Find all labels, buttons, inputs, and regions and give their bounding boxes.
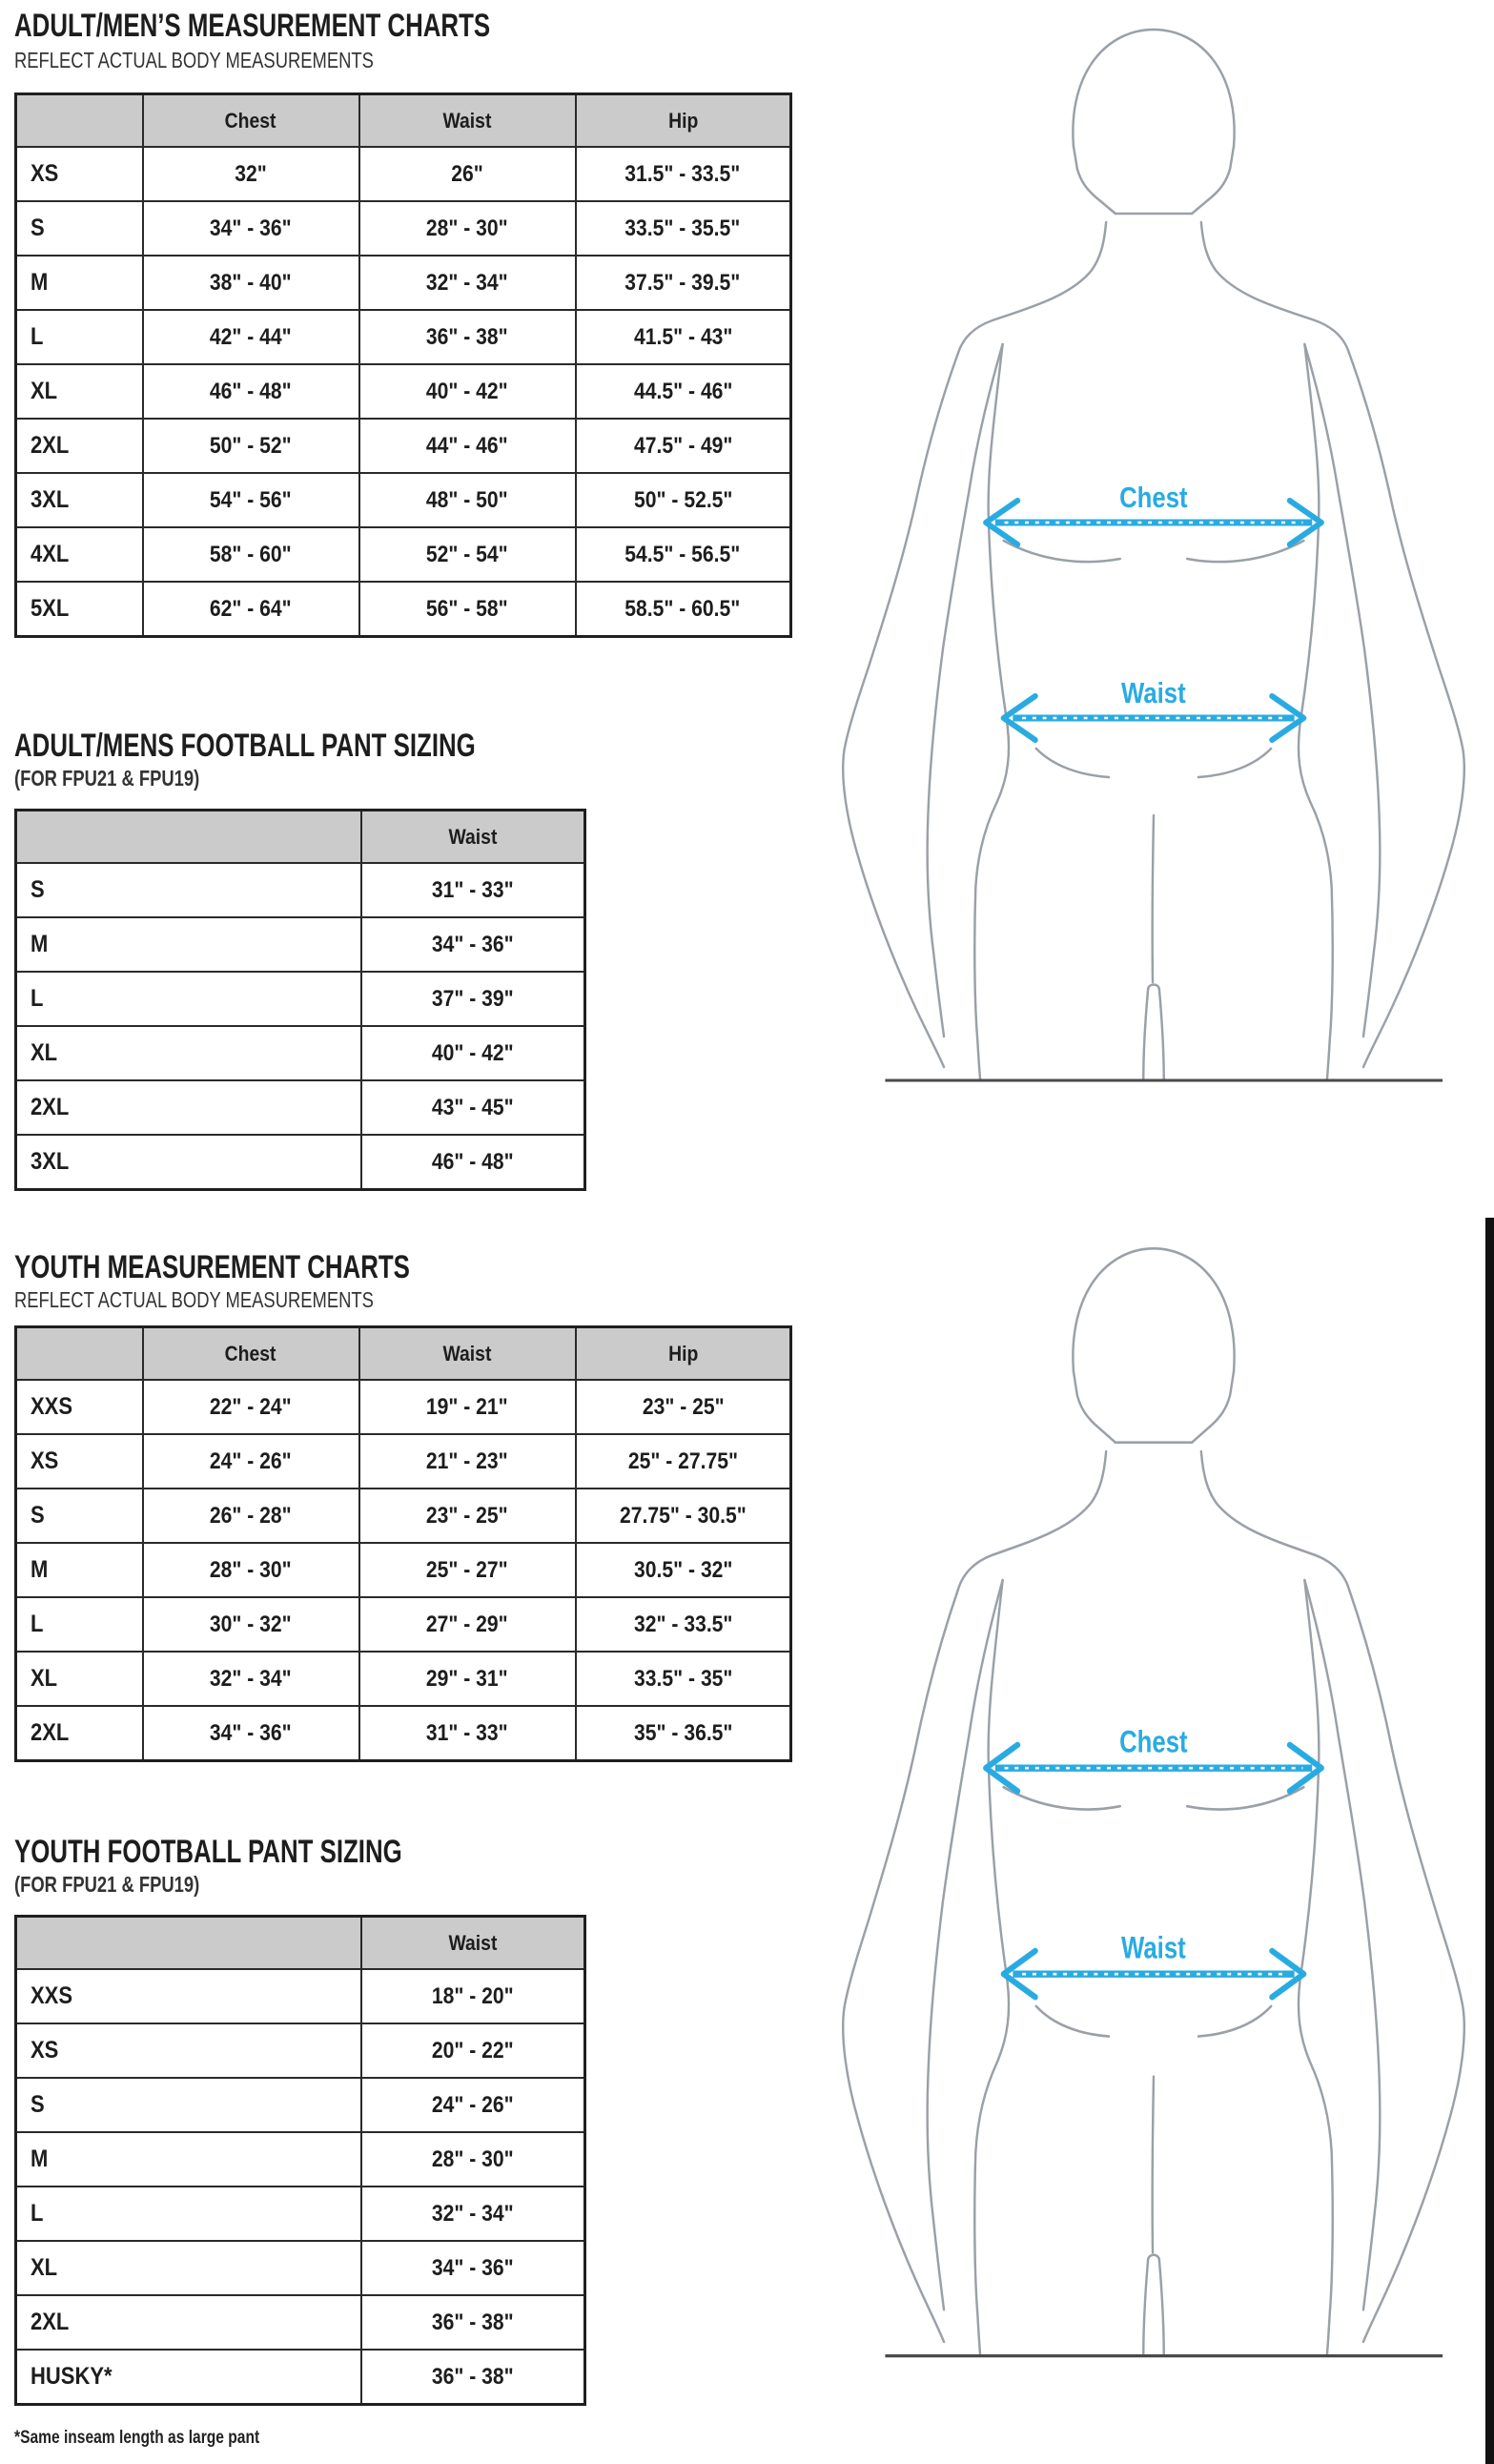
measurement-value-cell: 58.5" - 60.5"	[576, 582, 791, 637]
header-row	[16, 1327, 791, 1381]
size-label-cell: XL	[16, 1652, 143, 1706]
measurement-value-cell: 40" - 42"	[361, 1026, 585, 1080]
size-label-cell: L	[16, 1597, 143, 1652]
chest-measurement-label: Chest	[1119, 481, 1188, 515]
adult-body-diagram	[820, 24, 1487, 1087]
measurement-value-cell: 48" - 50"	[359, 473, 576, 527]
size-label-cell: HUSKY*	[16, 2350, 361, 2405]
youth-measurement-title: YOUTH MEASUREMENT CHARTS	[14, 1249, 410, 1285]
table-row	[16, 364, 791, 419]
size-label-cell: 4XL	[16, 527, 143, 582]
inseam-footnote: *Same inseam length as large pant	[14, 2428, 260, 2448]
youth-pant-subtitle: (FOR FPU21 & FPU19)	[14, 1872, 200, 1897]
youth-pant-table	[14, 1915, 586, 2406]
table-row	[16, 2078, 585, 2132]
measurement-value-cell: 38" - 40"	[143, 256, 359, 310]
table-row	[16, 1969, 585, 2023]
table-row	[16, 2023, 585, 2078]
size-label-cell: S	[16, 863, 361, 917]
size-label-cell: M	[16, 1543, 143, 1597]
table-row	[16, 1706, 791, 1761]
measurement-value-cell: 28" - 30"	[359, 201, 576, 256]
measurement-value-cell: 26" - 28"	[143, 1489, 359, 1543]
size-label-cell: M	[16, 256, 143, 310]
measurement-value-cell: 42" - 44"	[143, 310, 359, 364]
table-row	[16, 201, 791, 256]
table-row	[16, 527, 791, 582]
measurement-value-cell: 50" - 52.5"	[576, 473, 791, 527]
size-column-header	[16, 1327, 143, 1381]
table-row	[16, 1597, 791, 1652]
table-row	[16, 972, 585, 1026]
adult-measurement-subtitle: REFLECT ACTUAL BODY MEASUREMENTS	[14, 48, 374, 72]
table-row	[16, 2350, 585, 2405]
size-label-cell: M	[16, 2132, 361, 2187]
measurement-value-cell: 34" - 36"	[361, 917, 585, 972]
table-row	[16, 863, 585, 917]
size-label-cell: 2XL	[16, 1080, 361, 1135]
size-label-cell: XS	[16, 2023, 361, 2078]
measurement-value-cell: 33.5" - 35"	[576, 1652, 791, 1706]
table-row	[16, 1026, 585, 1080]
chest-measurement-label: Chest	[1119, 1724, 1188, 1760]
measurement-value-cell: 20" - 22"	[361, 2023, 585, 2078]
measurement-value-cell: 62" - 64"	[143, 582, 359, 637]
table-row	[16, 473, 791, 527]
measurement-value-cell: 22" - 24"	[143, 1380, 359, 1434]
table-row	[16, 1080, 585, 1135]
measurement-value-cell: 27.75" - 30.5"	[576, 1489, 791, 1543]
measurement-value-cell: 37" - 39"	[361, 972, 585, 1026]
measurement-value-cell: 32" - 34"	[143, 1652, 359, 1706]
size-label-cell: XS	[16, 147, 143, 201]
measurement-value-cell: 58" - 60"	[143, 527, 359, 582]
column-header-chest: Chest	[143, 1327, 359, 1381]
size-label-cell: 5XL	[16, 582, 143, 637]
waist-measurement-label: Waist	[1120, 1930, 1186, 1966]
size-column-header	[16, 1917, 361, 1970]
column-header-waist: Waist	[361, 1917, 585, 1970]
measurement-value-cell: 54" - 56"	[143, 473, 359, 527]
size-label-cell: XS	[16, 1434, 143, 1489]
measurement-value-cell: 32" - 34"	[361, 2187, 585, 2241]
measurement-value-cell: 33.5" - 35.5"	[576, 201, 791, 256]
measurement-value-cell: 34" - 36"	[143, 201, 359, 256]
table-row	[16, 1652, 791, 1706]
size-label-cell: L	[16, 972, 361, 1026]
size-label-cell: XL	[16, 2241, 361, 2295]
measurement-value-cell: 44.5" - 46"	[576, 364, 791, 419]
body-outline-figure	[843, 30, 1464, 1080]
measurement-value-cell: 36" - 38"	[361, 2295, 585, 2350]
header-row	[16, 811, 585, 864]
measurement-value-cell: 34" - 36"	[143, 1706, 359, 1761]
column-header-chest: Chest	[143, 94, 359, 148]
column-header-waist: Waist	[359, 94, 576, 148]
youth-measurement-table	[14, 1325, 792, 1762]
table-row	[16, 2241, 585, 2295]
size-label-cell: L	[16, 310, 143, 364]
size-column-header	[16, 811, 361, 864]
measurement-value-cell: 35" - 36.5"	[576, 1706, 791, 1761]
measurement-value-cell: 31" - 33"	[359, 1706, 576, 1761]
adult-measurement-table	[14, 92, 792, 638]
measurement-value-cell: 26"	[359, 147, 576, 201]
waist-measurement-label: Waist	[1120, 676, 1186, 710]
measurement-value-cell: 25" - 27"	[359, 1543, 576, 1597]
adult-measurement-title: ADULT/MEN’S MEASUREMENT CHARTS	[14, 8, 491, 44]
measurement-value-cell: 46" - 48"	[361, 1135, 585, 1190]
measurement-value-cell: 18" - 20"	[361, 1969, 585, 2023]
measurement-value-cell: 23" - 25"	[576, 1380, 791, 1434]
measurement-value-cell: 23" - 25"	[359, 1489, 576, 1543]
measurement-value-cell: 31" - 33"	[361, 863, 585, 917]
youth-measurement-subtitle: REFLECT ACTUAL BODY MEASUREMENTS	[14, 1287, 374, 1312]
size-label-cell: L	[16, 2187, 361, 2241]
measurement-value-cell: 29" - 31"	[359, 1652, 576, 1706]
size-label-cell: M	[16, 917, 361, 972]
column-header-hip: Hip	[576, 1327, 791, 1381]
table-row	[16, 2132, 585, 2187]
measurement-value-cell: 30.5" - 32"	[576, 1543, 791, 1597]
header-row	[16, 1917, 585, 1970]
measurement-value-cell: 37.5" - 39.5"	[576, 256, 791, 310]
column-header-hip: Hip	[576, 94, 791, 148]
measurement-value-cell: 25" - 27.75"	[576, 1434, 791, 1489]
measurement-value-cell: 52" - 54"	[359, 527, 576, 582]
measurement-value-cell: 34" - 36"	[361, 2241, 585, 2295]
measurement-value-cell: 40" - 42"	[359, 364, 576, 419]
measurement-value-cell: 36" - 38"	[359, 310, 576, 364]
table-row	[16, 917, 585, 972]
table-row	[16, 2187, 585, 2241]
measurement-value-cell: 43" - 45"	[361, 1080, 585, 1135]
adult-pant-subtitle: (FOR FPU21 & FPU19)	[14, 766, 200, 791]
youth-body-diagram	[820, 1242, 1487, 2363]
measurement-value-cell: 32"	[143, 147, 359, 201]
measurement-value-cell: 56" - 58"	[359, 582, 576, 637]
measurement-value-cell: 21" - 23"	[359, 1434, 576, 1489]
measurement-value-cell: 24" - 26"	[361, 2078, 585, 2132]
measurement-value-cell: 31.5" - 33.5"	[576, 147, 791, 201]
size-label-cell: 2XL	[16, 1706, 143, 1761]
measurement-value-cell: 32" - 34"	[359, 256, 576, 310]
table-row	[16, 256, 791, 310]
size-label-cell: 2XL	[16, 419, 143, 473]
measurement-value-cell: 19" - 21"	[359, 1380, 576, 1434]
adult-pant-table	[14, 809, 586, 1191]
size-label-cell: S	[16, 1489, 143, 1543]
table-row	[16, 1380, 791, 1434]
measurement-value-cell: 24" - 26"	[143, 1434, 359, 1489]
size-label-cell: S	[16, 201, 143, 256]
size-label-cell: 3XL	[16, 473, 143, 527]
table-row	[16, 1434, 791, 1489]
size-label-cell: 3XL	[16, 1135, 361, 1190]
size-label-cell: 2XL	[16, 2295, 361, 2350]
table-row	[16, 147, 791, 201]
measurement-value-cell: 30" - 32"	[143, 1597, 359, 1652]
youth-pant-title: YOUTH FOOTBALL PANT SIZING	[14, 1834, 402, 1870]
header-row	[16, 94, 791, 148]
table-row	[16, 2295, 585, 2350]
table-row	[16, 419, 791, 473]
size-label-cell: S	[16, 2078, 361, 2132]
measurement-value-cell: 28" - 30"	[143, 1543, 359, 1597]
table-row	[16, 1135, 585, 1190]
table-row	[16, 1543, 791, 1597]
table-row	[16, 1489, 791, 1543]
size-label-cell: XL	[16, 1026, 361, 1080]
measurement-value-cell: 27" - 29"	[359, 1597, 576, 1652]
column-header-waist: Waist	[359, 1327, 576, 1381]
column-header-waist: Waist	[361, 811, 585, 864]
measurement-value-cell: 41.5" - 43"	[576, 310, 791, 364]
table-row	[16, 310, 791, 364]
measurement-value-cell: 32" - 33.5"	[576, 1597, 791, 1652]
measurement-value-cell: 46" - 48"	[143, 364, 359, 419]
size-label-cell: XXS	[16, 1969, 361, 2023]
measurement-value-cell: 50" - 52"	[143, 419, 359, 473]
measurement-value-cell: 54.5" - 56.5"	[576, 527, 791, 582]
table-row	[16, 582, 791, 637]
size-label-cell: XL	[16, 364, 143, 419]
measurement-value-cell: 36" - 38"	[361, 2350, 585, 2405]
size-label-cell: XXS	[16, 1380, 143, 1434]
size-column-header	[16, 94, 143, 148]
adult-pant-title: ADULT/MENS FOOTBALL PANT SIZING	[14, 728, 476, 764]
right-edge-scrollbar[interactable]	[1485, 1218, 1494, 2464]
measurement-value-cell: 28" - 30"	[361, 2132, 585, 2187]
measurement-value-cell: 44" - 46"	[359, 419, 576, 473]
measurement-value-cell: 47.5" - 49"	[576, 419, 791, 473]
